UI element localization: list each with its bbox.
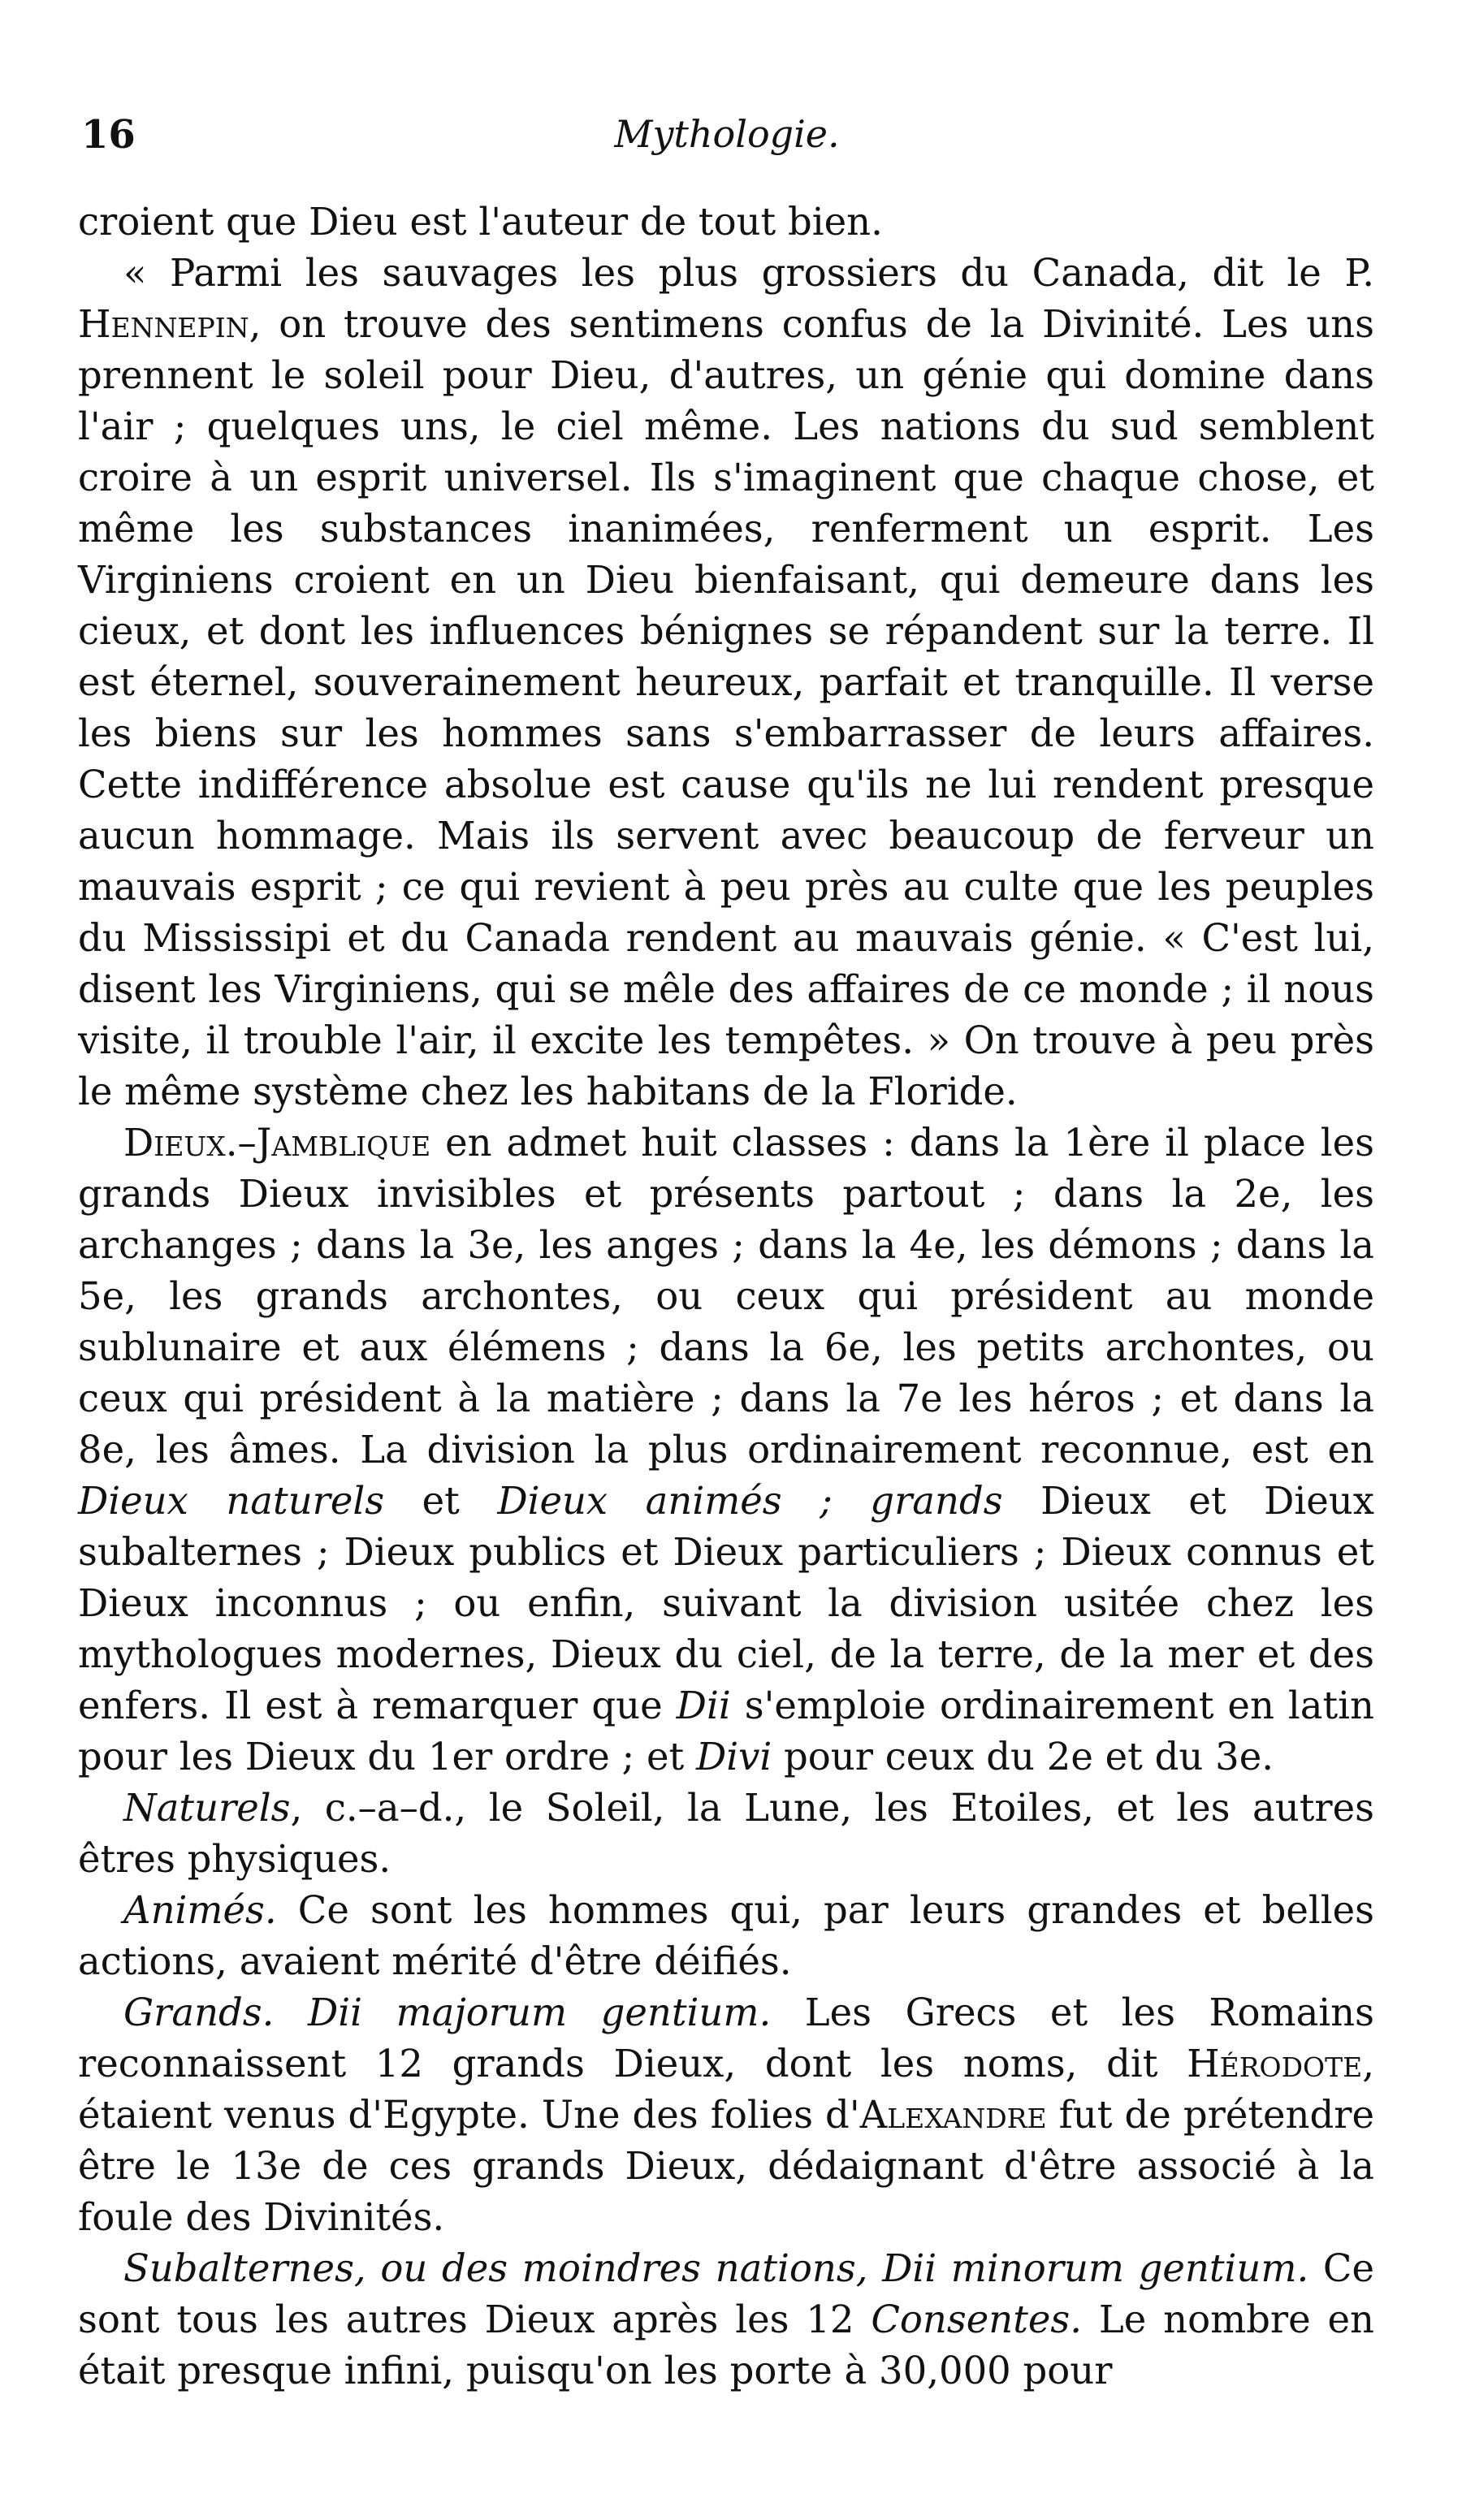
- paragraph-text: et: [384, 1479, 498, 1523]
- entry-heading-dieux: Dieux: [123, 1121, 226, 1165]
- paragraph-text: pour ceux du 2e et du 3e.: [772, 1735, 1274, 1779]
- paragraph-text: Les Grecs et les Romains reconnaissent 12 grands Dieux, dont les noms, dit: [78, 1990, 1374, 2086]
- paragraph-text: s'emploie ordinairement en latin pour les Dieux du 1er ordre ; et: [78, 1684, 1374, 1779]
- paragraph-text: croient que Dieu est l'auteur de tout bien.: [78, 200, 883, 244]
- italic-term: Dieux naturels: [78, 1479, 385, 1523]
- page-number: 16: [81, 112, 136, 158]
- paragraph-text: Le nombre en était presque infini, puisqu'on les porte à 30,000 pour: [78, 2297, 1374, 2392]
- page-header: [81, 112, 1373, 177]
- entry-term: Subalternes, ou des moindres nations, Dii minorum gentium.: [123, 2246, 1309, 2290]
- paragraph-dieux: [78, 1117, 1374, 1783]
- running-title: Mythologie.: [614, 112, 840, 156]
- paragraph-subalternes: [78, 2243, 1374, 2397]
- entry-term: Animés.: [123, 1888, 277, 1932]
- italic-term: Dii: [676, 1684, 731, 1727]
- paragraph-text: Ce sont les hommes qui, par leurs grandes et belles actions, avaient mérité d'être déifiés.: [78, 1888, 1374, 1983]
- paragraph-text: « Parmi les sauvages les plus grossiers du Canada, dit le P.: [123, 251, 1374, 295]
- paragraph-text: en admet huit classes : dans la 1ère il place les grands Dieux invisibles et présents partout ; dans la 2e, les archanges ; dans la 3e, les anges ; dans la 4e, les démons ; dans la 5e, les grands archontes, ou ceux qui président au monde sublunaire et aux élémens ; dans la 6e, les petits archontes, ou ceux qui président à la matière ; dans la 7e les héros ; et dans la 8e, les âmes. La division la plus ordinairement reconnue, est en: [78, 1121, 1374, 1472]
- paragraph-text: fut de prétendre être le 13e de ces grands Dieux, dédaignant d'être associé à la foule des Divinités.: [78, 2093, 1375, 2239]
- paragraph-text: , on trouve des sentimens confus de la Divinité. Les uns prennent le soleil pour Dieu, d'autres, un génie qui domine dans l'air ; quelques uns, le ciel même. Les nations du sud semblent croire à un esprit universel. Ils s'imaginent que chaque chose, et même les substances inanimées, renferment un esprit. Les Virginiens croient en un Dieu bienfaisant, qui demeure dans les cieux, et dont les influences bénignes se répandent sur la terre. Il est éternel, souverainement heureux, parfait et tranquille. Il verse les biens sur les hommes sans s'embarrasser de leurs affaires. Cette indifférence absolue est cause qu'ils ne lui rendent presque aucun hommage. Mais ils servent avec beaucoup de ferveur un mauvais esprit ; ce qui revient à peu près au culte que les peuples du Mississipi et du Canada rendent au mauvais génie. « C'est lui, disent les Virginiens, qui se mêle des affaires de ce monde ; il nous visite, il trouble l'air, il excite les tempêtes. » On trouve à peu près le même système chez les habitans de la Floride.: [78, 302, 1374, 1113]
- entry-dash: .–: [225, 1121, 257, 1165]
- author-name-jamblique: Jamblique: [256, 1121, 431, 1165]
- paragraph-continuation: [78, 197, 1374, 248]
- paragraph-grands: [78, 1987, 1374, 2243]
- paragraph-text: , étaient venus d'Egypte. Une des folies d': [78, 2042, 1374, 2137]
- italic-term: Dieux animés ; grands: [497, 1479, 1003, 1523]
- paragraph-animes: [78, 1885, 1374, 1987]
- person-name-alexandre: Alexandre: [859, 2093, 1047, 2137]
- paragraph-text: Ce sont tous les autres Dieux après les 12: [78, 2246, 1374, 2341]
- paragraph-text: Dieux et Dieux subalternes ; Dieux publics et Dieux particuliers ; Dieux connus et Dieux inconnus ; ou enfin, suivant la division usitée chez les mythologues modernes, Dieux du ciel, de la terre, de la mer et des enfers. Il est à remarquer que: [78, 1479, 1374, 1727]
- body-text: [78, 197, 1374, 2397]
- italic-term: Divi: [695, 1735, 772, 1779]
- paragraph-naturels: [78, 1783, 1374, 1885]
- author-name-hennepin: Hennepin: [78, 302, 249, 346]
- paragraph-text: , c.–a–d., le Soleil, la Lune, les Etoiles, et les autres êtres physiques.: [78, 1786, 1374, 1881]
- entry-term: Naturels: [123, 1786, 291, 1830]
- entry-term: Grands. Dii majorum gentium.: [123, 1990, 772, 2034]
- author-name-herodote: Hérodote: [1187, 2042, 1363, 2086]
- paragraph-hennepin-quote: [78, 248, 1374, 1117]
- italic-term: Consentes.: [871, 2297, 1083, 2341]
